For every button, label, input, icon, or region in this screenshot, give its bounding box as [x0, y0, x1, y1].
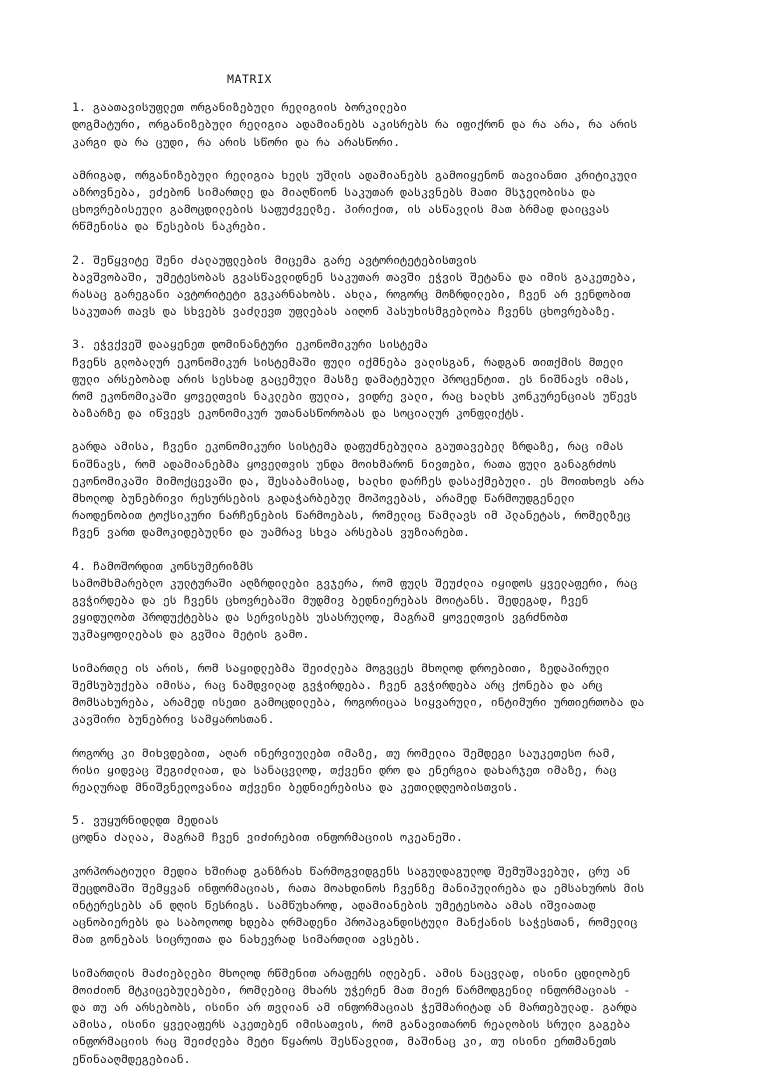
section-heading: 2. შეწყვიტე შენი ძალაუფლების მიცემა გარე ავტორიტეტებისთვის	[72, 252, 477, 267]
paragraph: როგორც კი მიხვდებით, აღარ ინერვიულებთ იმაზე, თუ რომელია შემდეგი საუკეთესო რამ, რისი ყიდვაც შეგიძლიათ, და სანაცვლოდ, თქვენი დრო და ენერგია დახარჯეთ იმაზე, რაც რეალურად მნიშვნელოვანია თქვენი ბედნიერებისა და კეთილდღეობისთვის.	[72, 745, 617, 794]
paragraph: სიმართლე ის არის, რომ საყიდლებმა შეიძლება მოგვცეს მხოლოდ დროებითი, ზედაპირული შემსუბუქება იმისა, რაც ნამდვილად გვჭირდება. ჩვენ გვჭირდება არც ქონება და არც მომსახურება, არამედ ისეთი გამოცდილება, როგორიცაა სიყვარული, ინტიმური ურთიერთობა და კავშირი ბუნებრივ სამყაროსთან.	[72, 660, 645, 727]
paragraph: დოგმატური, ორგანიზებული რელიგია ადამიანებს აკისრებს რა იფიქრონ და რა არა, რა არის კარგი და რა ცუდი, რა არის სწორი და რა არასწორი.	[72, 117, 638, 149]
document-page	[72, 71, 712, 1084]
paragraph: ამრიგად, ორგანიზებული რელიგია ხელს უშლის ადამიანებს გამოიყენონ თავიანთი კრიტიკული აზროვნება, ეძებონ სიმართლე და მიაღწიონ საკუთარ დასკვნებს მათი მსჯელობისა და ცხოვრებისეული გამოცდილების საფუძველზე. პირიქით, ის ასწავლის მათ ბრმად დაიცვას რწმენისა და წესების ნაკრები.	[72, 167, 638, 234]
paragraph: ჩვენს გლობალურ ეკონომიკურ სისტემაში ფული იქმნება ვალისგან, რადგან თითქმის მთელი ფული არსებობად არის სესხად გაცემული მასზე დამატებული პროცენტით. ეს ნიშნავს იმას, რომ ეკონომიკაში ყოველთვის ნაკლები ფულია, ვიდრე ვალი, რაც ხალხს კონკურენციას უწევს ბაზარზე და იწვევს ეკონომიკურ უთანასწორობას და სოციალურ კონფლიქტს.	[72, 354, 638, 421]
section-2	[72, 252, 712, 321]
paragraph: კორპორატიული მედია ხშირად განზრახ წარმოგვიდგენს საგულდაგულოდ შემუშავებულ, ცრუ ან შეცდომაში შემყვან ინფორმაციას, რათა მოახდინოს ჩვენზე მანიპულირება და ემსახუროს მის ინტერესებს ან დღის წესრიგს. სამწუხაროდ, ადამიანების უმეტესობა ამას იშვიათად აცნობიერებს და საბოლოოდ ხდება ღრმადენი პროპაგანდისტული მანქანის საჭესთან, რომელიც მათ გონებას სიცრუითა და ნახევრად სიმართლით ავსებს.	[72, 863, 645, 947]
section-1	[72, 99, 712, 235]
section-5	[72, 812, 712, 1068]
document-title: MATRIX	[227, 72, 272, 86]
paragraph: სიმართლის მაძიებლები მხოლოდ რწმენით არაფერს იღებენ. ამის ნაცვლად, ისინი ცდილობენ მოიძიონ მტკიცებულებები, რომლებიც მხარს უჭერენ მათ მიერ წარმოდგენილ ინფორმაციას - და თუ არ არსებობს, ისინი არ თვლიან ამ ინფორმაციას ჭეშმარიტად ან მართებულად. გარდა ამისა, ისინი ყველაფერს აკეთებენ იმისათვის, რომ განავითარონ რეალობის სრული გაგება ინფორმაციის რაც შეიძლება მეტი წყაროს შესწავლით, მაშინაც კი, თუ ისინი ერთმანეთს ეწინააღმდეგებიან.	[72, 965, 638, 1066]
section-heading: 4. ჩამოშორდით კონსუმერიზმს	[72, 558, 254, 573]
paragraph: ცოდნა ძალაა, მაგრამ ჩვენ ვიძირებით ინფორმაციის ოკეანეში.	[72, 830, 463, 845]
paragraph: სამომხმარებლო კულტურაში აღზრდილები გვჯერა, რომ ფულს შეუძლია იყიდოს ყველაფერი, რაც გვჭირდება და ეს ჩვენს ცხოვრებაში მუდმივ ბედნიერებას მოიტანს. შედეგად, ჩვენ ვყიდულობთ პროდუქტებსა და სერვისებს უსასრულოდ, მაგრამ ყოველთვის ვგრძნობთ უკმაყოფილებას და გვშია მეტის გამო.	[72, 575, 638, 642]
paragraph: ბავშვობაში, უმეტესობას გვასწავლიდნენ საკუთარ თავში ეჭვის შეტანა და იმის გაკეთება, რასაც გარეგანი ავტორიტეტი გვკარნახობს. ახლა, როგორც მოზრდილები, ჩვენ არ ვენდობით საკუთარ თავს და სხვებს ვაძლევთ უფლებას აიღონ პასუხისმგებლობა ჩვენს ცხოვრებაზე.	[72, 269, 638, 319]
section-heading: 1. გაათავისუფლეთ ორგანიზებული რელიგიის ბორკილები	[72, 100, 408, 115]
section-heading: 3. ეჭვქვეშ დააყენეთ დომინანტური ეკონომიკური სისტემა	[72, 337, 428, 352]
paragraph: გარდა ამისა, ჩვენი ეკონომიკური სისტემა დაფუძნებულია გაუთავებელ ზრდაზე, რაც იმას ნიშნავს, რომ ადამიანებმა ყოველთვის უნდა მოიხმარონ ნივთები, რათა ფული განაგრძოს ეკონომიკაში მიმოქცევაში და, შესაბამისად, ხალხი დარჩეს დასაქმებული. ეს მოითხოვს არა მხოლოდ ბუნებრივი რესურსების გადაჭარბებულ მოპოვებას, არამედ წარმოუდგენელი რაოდენობით ტოქსიკური ნარჩენების წარმოებას, რომელიც წამლავს იმ პლანეტას, რომელზეც ჩვენ ვართ დამოკიდებულნი და უამრავ სხვა არსებას ვუზიარებთ.	[72, 439, 645, 540]
section-heading: 5. ვუყურნიდლდთ მედიას	[72, 813, 219, 828]
section-4	[72, 558, 712, 796]
section-3	[72, 336, 712, 541]
